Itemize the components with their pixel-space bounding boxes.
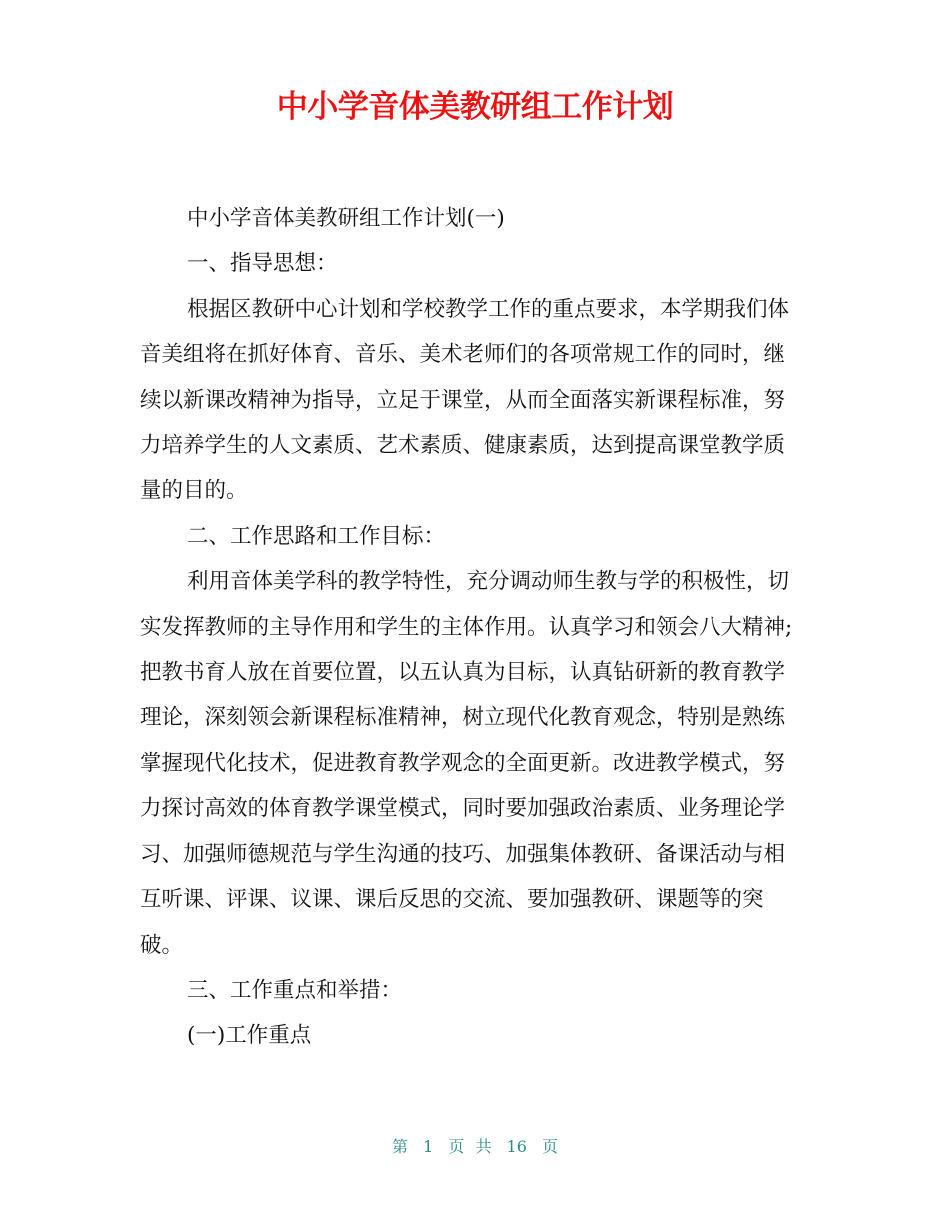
footer-page-number: 1 <box>423 1137 434 1156</box>
footer-total-pages: 16 <box>506 1137 527 1156</box>
paragraph-guiding-idea: 根据区教研中心计划和学校教学工作的重点要求，本学期我们体音美组将在抓好体育、音乐、美术老师们的各项常规工作的同时，继续以新课改精神为指导，立足于课堂，从而全面落实新课程标准，努力培养学生的人文素质、艺术素质、健康素质，达到提高课堂教学质量的目的。 <box>140 296 790 504</box>
section-heading-key-points: 三、工作重点和举措： <box>187 977 403 1003</box>
section-heading-plan: 中小学音体美教研组工作计划(一) <box>187 206 505 231</box>
page-footer <box>0 1134 950 1157</box>
section-heading-guiding-idea: 一、指导思想： <box>187 251 338 277</box>
document-body <box>140 196 805 1059</box>
footer-mid: 页 共 <box>448 1137 492 1156</box>
paragraph-work-goals: 利用音体美学科的教学特性，充分调动师生教与学的积极性，切实发挥教师的主导作用和学生的主体作用。认真学习和领会八大精神;把教书育人放在首要位置，以五认真为目标，认真钻研新的教育教学理论，深刻领会新课程标准精神，树立现代化教育观念，特别是熟练掌握现代化技术，促进教育教学观念的全面更新。改进教学模式，努力探讨高效的体育教学课堂模式，同时要加强政治素质、业务理论学习、加强师德规范与学生沟通的技巧、加强集体教研、备课活动与相互听课、评课、议课、课后反思的交流、要加强教研、课题等的突破。 <box>140 569 793 958</box>
subsection-heading-work-focus: (一)工作重点 <box>187 1023 312 1049</box>
document-title: 中小学音体美教研组工作计划 <box>276 89 674 125</box>
footer-suffix: 页 <box>542 1137 559 1156</box>
section-heading-work-goals: 二、工作思路和工作目标： <box>187 523 446 549</box>
footer-prefix: 第 <box>391 1137 408 1156</box>
